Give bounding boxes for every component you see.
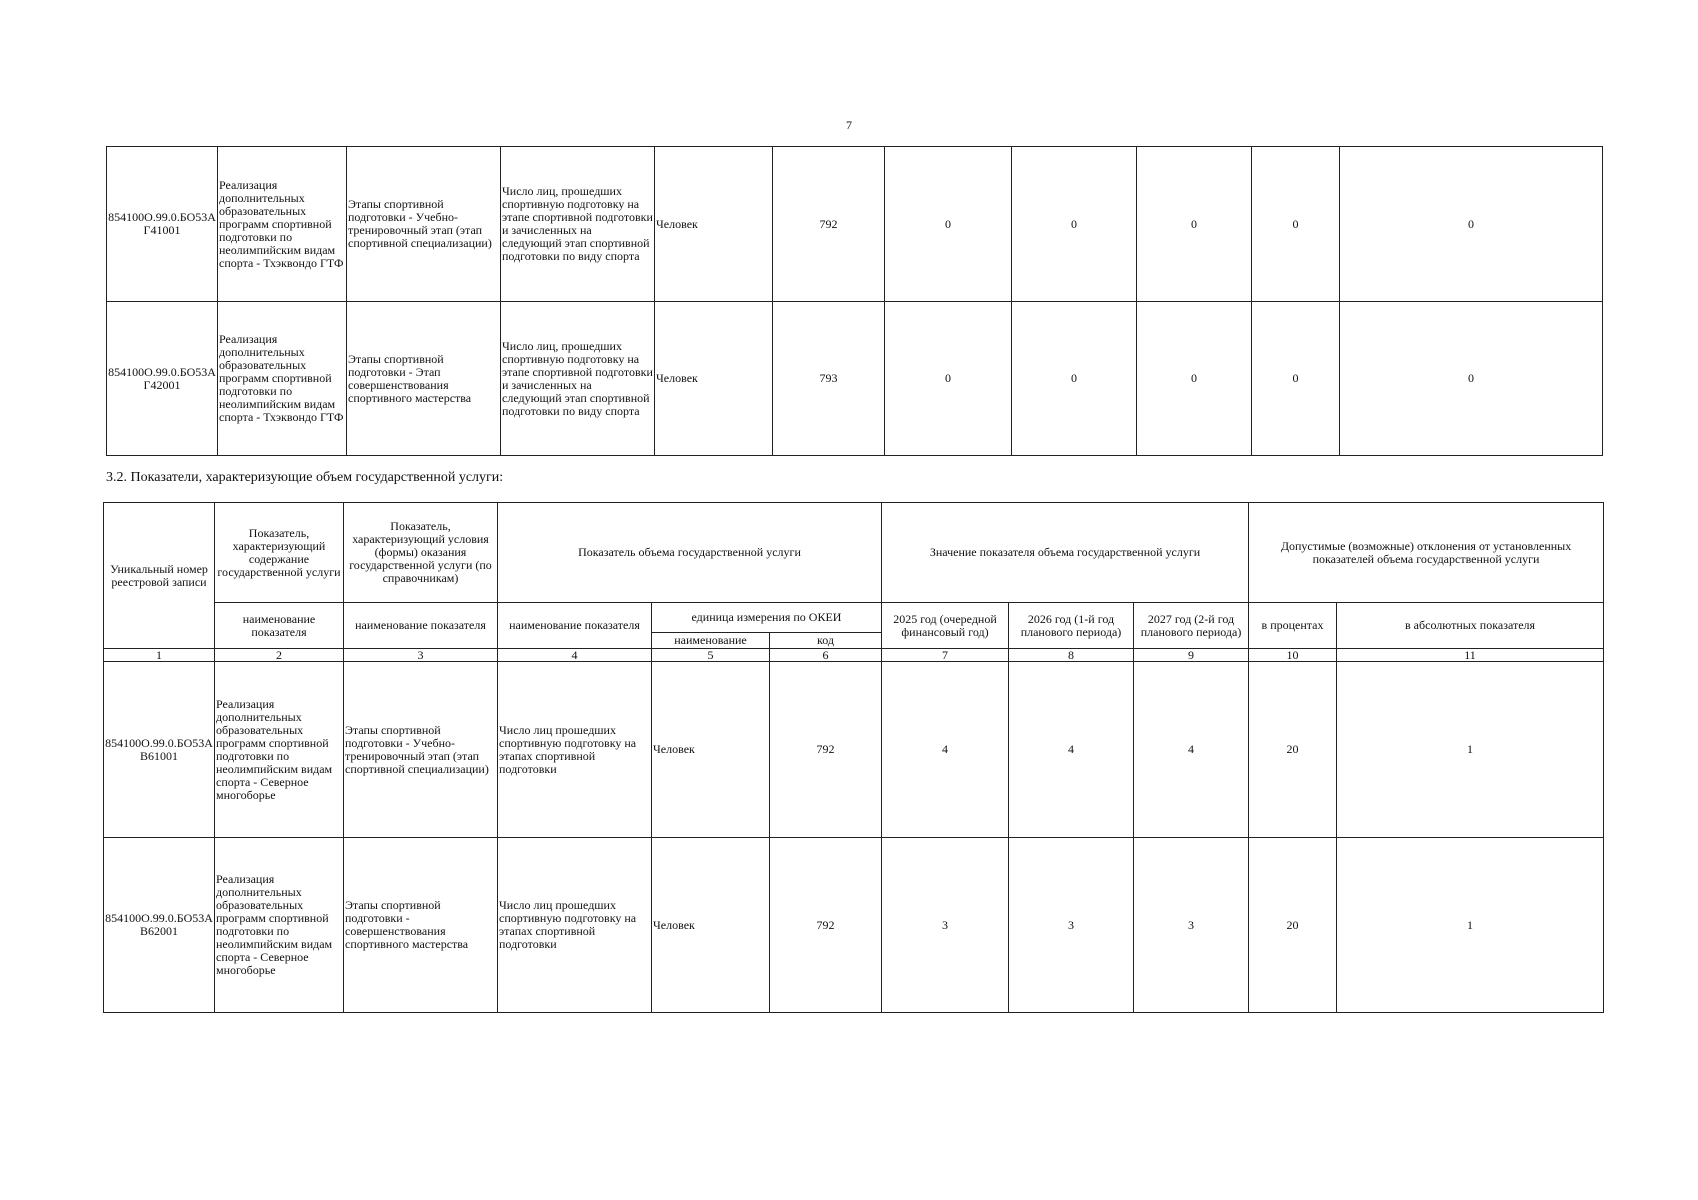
content-indicator: Реализация дополнительных образовательных программ спортивной подготовки по неолимпийским видам спорта - Северное многоборье [215, 662, 344, 838]
registry-number: 854100О.99.0.БО53АВ61001 [104, 662, 215, 838]
unit-code: 793 [773, 302, 885, 456]
page-number: 7 [846, 118, 852, 132]
header-row [104, 503, 1604, 603]
column-number: 6 [770, 649, 882, 662]
column-number: 4 [498, 649, 652, 662]
column-numbers-row [104, 649, 1604, 662]
unit-code: 792 [770, 838, 882, 1013]
value-cell: 0 [1340, 302, 1603, 456]
column-number: 3 [344, 649, 498, 662]
value-cell: 0 [1340, 147, 1603, 302]
value-cell: 0 [1012, 147, 1137, 302]
column-number: 8 [1009, 649, 1134, 662]
registry-number: 854100О.99.0.БО53АГ42001 [107, 302, 218, 456]
indicator-name: Число лиц, прошедших спортивную подготовку на этапе спортивной подготовки и зачисленных на следующий этап спортивной подготовки по виду спорта [501, 147, 655, 302]
column-number: 10 [1249, 649, 1337, 662]
value-2027: 3 [1134, 838, 1249, 1013]
conditions-indicator: Этапы спортивной подготовки - Учебно-тренировочный этап (этап спортивной специализации) [344, 662, 498, 838]
column-number: 11 [1337, 649, 1604, 662]
header-year-2026: 2026 год (1-й год планового периода) [1009, 603, 1134, 649]
header-percent: в процентах [1249, 603, 1337, 649]
value-2025: 3 [882, 838, 1009, 1013]
value-cell: 0 [1012, 302, 1137, 456]
header-conditions: Показатель, характеризующий условия (формы) оказания государственной услуги (по справочникам) [344, 503, 498, 603]
column-number: 5 [652, 649, 770, 662]
unit-name: Человек [652, 662, 770, 838]
unit-name: Человек [652, 838, 770, 1013]
value-cell: 0 [1137, 147, 1252, 302]
table-row [107, 147, 1603, 302]
header-year-2025: 2025 год (очередной финансовый год) [882, 603, 1009, 649]
content-indicator: Реализация дополнительных образовательных программ спортивной подготовки по неолимпийским видам спорта - Северное многоборье [215, 838, 344, 1013]
header-volume: Показатель объема государственной услуги [498, 503, 882, 603]
unit-name: Человек [655, 302, 773, 456]
header-name-indicator: наименование показателя [498, 603, 652, 649]
quality-indicators-table [106, 146, 1603, 456]
table-row [107, 302, 1603, 456]
column-number: 7 [882, 649, 1009, 662]
registry-number: 854100О.99.0.БО53АВ62001 [104, 838, 215, 1013]
unit-code: 792 [773, 147, 885, 302]
header-row [104, 603, 1604, 633]
value-2027: 4 [1134, 662, 1249, 838]
content-indicator: Реализация дополнительных образовательных программ спортивной подготовки по неолимпийским видам спорта - Тхэквондо ГТФ [218, 302, 347, 456]
deviation-percent: 20 [1249, 662, 1337, 838]
conditions-indicator: Этапы спортивной подготовки - Этап совершенствования спортивного мастерства [347, 302, 501, 456]
header-absolute: в абсолютных показателя [1337, 603, 1604, 649]
header-deviation: Допустимые (возможные) отклонения от установленных показателей объема государственной услуги [1249, 503, 1604, 603]
header-name-indicator: наименование показателя [215, 603, 344, 649]
header-value: Значение показателя объема государственной услуги [882, 503, 1249, 603]
deviation-absolute: 1 [1337, 838, 1604, 1013]
unit-name: Человек [655, 147, 773, 302]
header-content: Показатель, характеризующий содержание государственной услуги [215, 503, 344, 603]
header-name-indicator: наименование показателя [344, 603, 498, 649]
value-cell: 0 [1252, 147, 1340, 302]
header-year-2027: 2027 год (2-й год планового периода) [1134, 603, 1249, 649]
section-title: 3.2. Показатели, характеризующие объем государственной услуги: [106, 470, 504, 485]
column-number: 2 [215, 649, 344, 662]
value-cell: 0 [1252, 302, 1340, 456]
table-row [104, 838, 1604, 1013]
header-registry: Уникальный номер реестровой записи [104, 503, 215, 649]
unit-code: 792 [770, 662, 882, 838]
indicator-name: Число лиц, прошедших спортивную подготовку на этапе спортивной подготовки и зачисленных на следующий этап спортивной подготовки по виду спорта [501, 302, 655, 456]
value-cell: 0 [1137, 302, 1252, 456]
conditions-indicator: Этапы спортивной подготовки - совершенствования спортивного мастерства [344, 838, 498, 1013]
table-row [104, 662, 1604, 838]
deviation-absolute: 1 [1337, 662, 1604, 838]
header-okei-name: наименование [652, 633, 770, 649]
indicator-name: Число лиц прошедших спортивную подготовку на этапах спортивной подготовки [498, 838, 652, 1013]
volume-indicators-table [103, 502, 1604, 1013]
content-indicator: Реализация дополнительных образовательных программ спортивной подготовки по неолимпийским видам спорта - Тхэквондо ГТФ [218, 147, 347, 302]
indicator-name: Число лиц прошедших спортивную подготовку на этапах спортивной подготовки [498, 662, 652, 838]
value-2025: 4 [882, 662, 1009, 838]
header-okei-code: код [770, 633, 882, 649]
header-okei: единица измерения по ОКЕИ [652, 603, 882, 633]
value-2026: 3 [1009, 838, 1134, 1013]
value-cell: 0 [885, 147, 1012, 302]
deviation-percent: 20 [1249, 838, 1337, 1013]
value-2026: 4 [1009, 662, 1134, 838]
registry-number: 854100О.99.0.БО53АГ41001 [107, 147, 218, 302]
value-cell: 0 [885, 302, 1012, 456]
column-number: 9 [1134, 649, 1249, 662]
conditions-indicator: Этапы спортивной подготовки - Учебно-тренировочный этап (этап спортивной специализации) [347, 147, 501, 302]
column-number: 1 [104, 649, 215, 662]
